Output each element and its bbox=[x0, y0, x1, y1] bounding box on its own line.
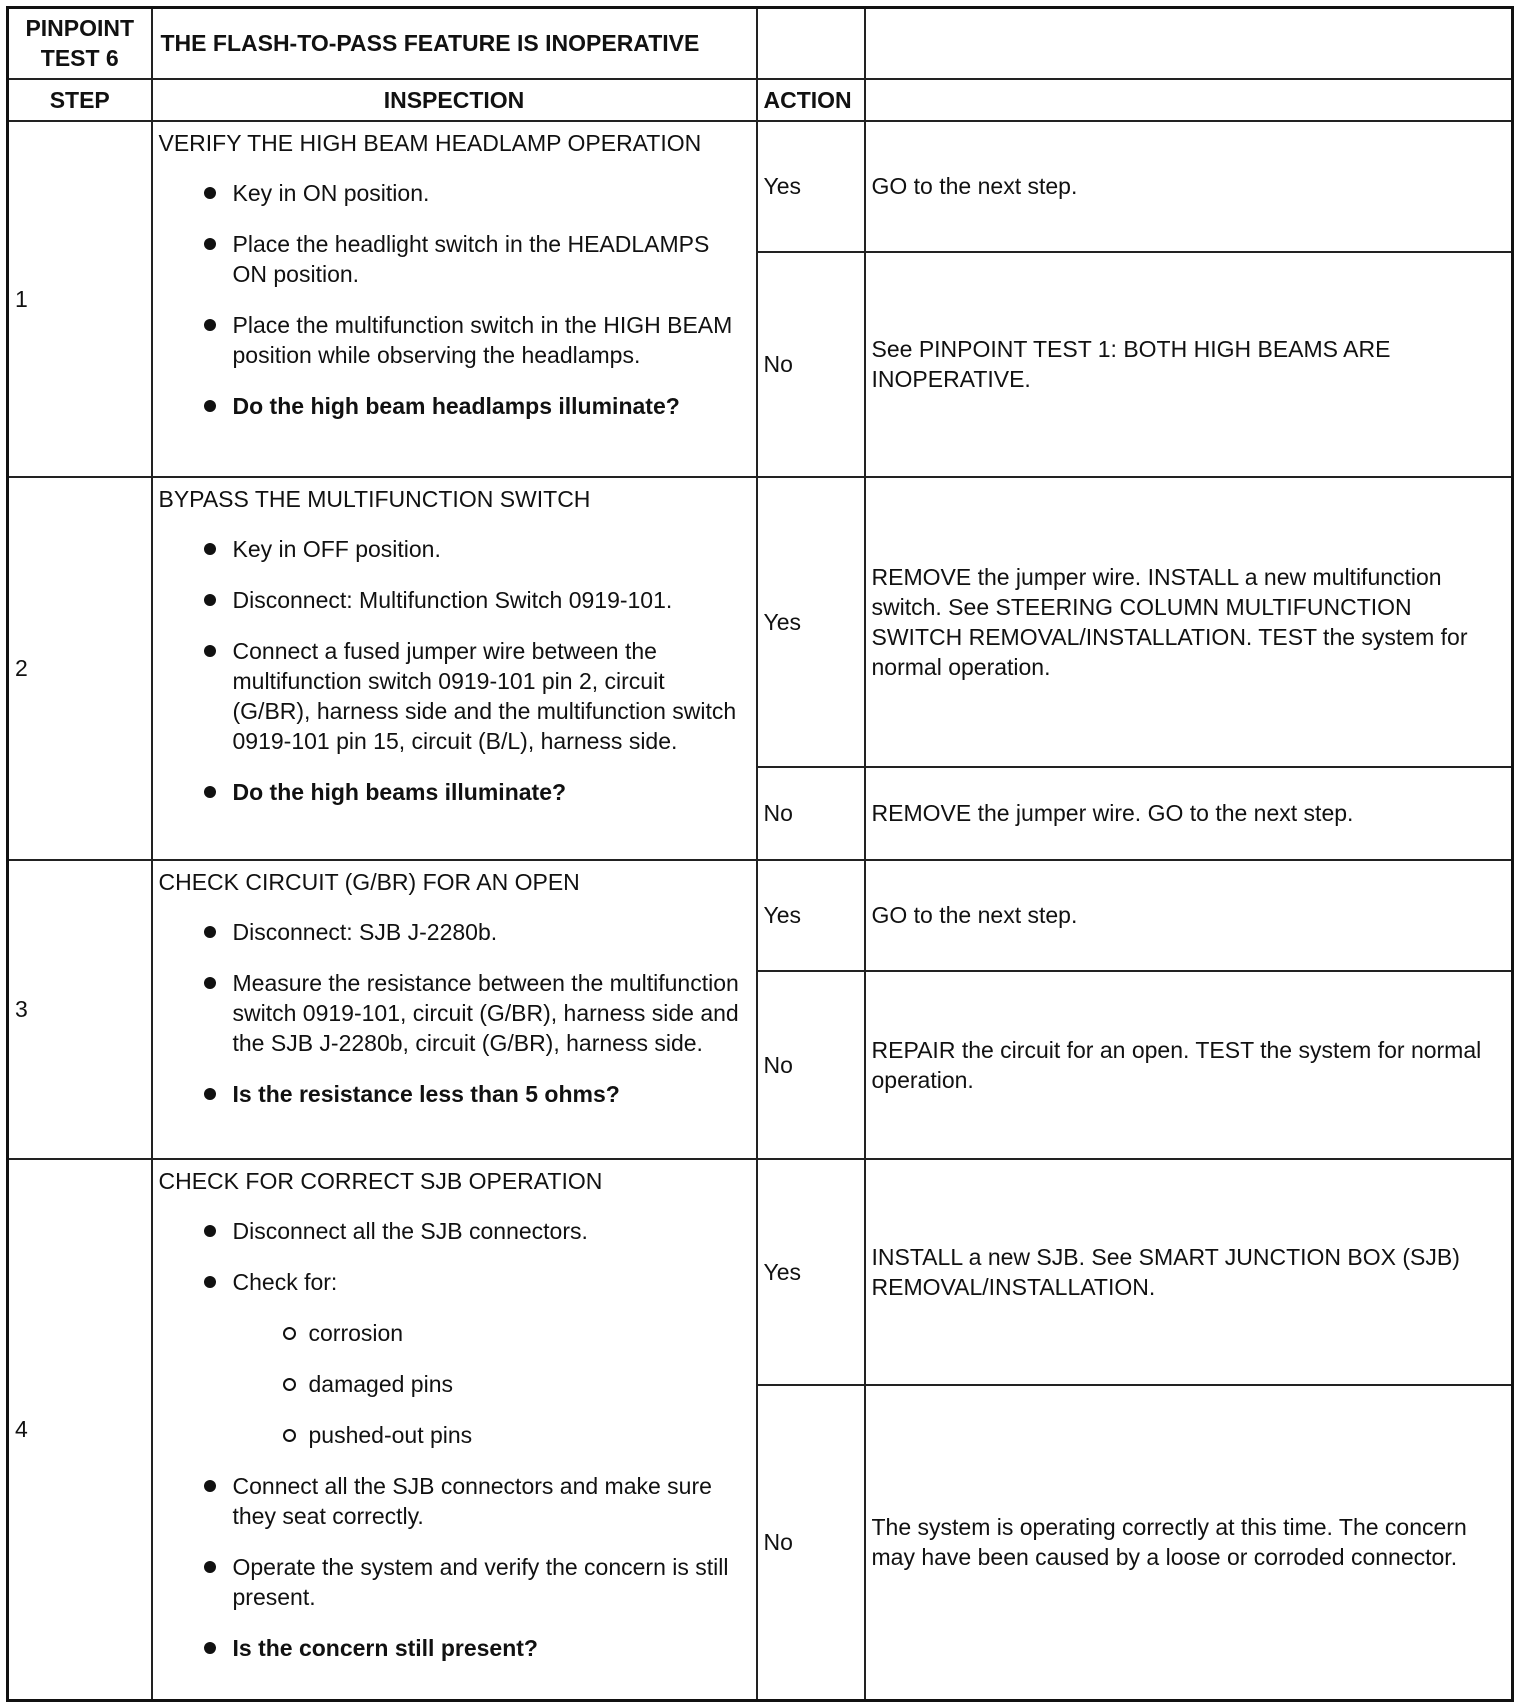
inspection-item: Key in ON position. bbox=[159, 178, 748, 208]
inspection-item: Disconnect: SJB J-2280b. bbox=[159, 917, 748, 947]
step-inspection bbox=[152, 860, 757, 1159]
action-no: See PINPOINT TEST 1: BOTH HIGH BEAMS ARE INOPERATIVE. bbox=[865, 252, 1513, 477]
inspection-subitem: pushed-out pins bbox=[159, 1420, 748, 1450]
answer-yes: Yes bbox=[757, 121, 865, 252]
pinpoint-test-table bbox=[6, 6, 1514, 1702]
answer-yes: Yes bbox=[757, 477, 865, 767]
action-no: REPAIR the circuit for an open. TEST the system for normal operation. bbox=[865, 971, 1513, 1159]
action-yes: INSTALL a new SJB. See SMART JUNCTION BOX (SJB) REMOVAL/INSTALLATION. bbox=[865, 1159, 1513, 1385]
inspection-item: Operate the system and verify the concern is still present. bbox=[159, 1552, 748, 1612]
step-heading: VERIFY THE HIGH BEAM HEADLAMP OPERATION bbox=[158, 129, 702, 156]
inspection-subitem: corrosion bbox=[159, 1318, 748, 1348]
title-empty-cell bbox=[865, 8, 1513, 79]
column-header-row bbox=[8, 79, 1513, 121]
inspection-item: Check for: bbox=[159, 1267, 748, 1297]
test-title: THE FLASH-TO-PASS FEATURE IS INOPERATIVE bbox=[152, 8, 757, 79]
action-column-header: ACTION bbox=[757, 79, 865, 121]
inspection-item: Key in OFF position. bbox=[159, 534, 748, 564]
action-yes: GO to the next step. bbox=[865, 121, 1513, 252]
step-row bbox=[8, 477, 1513, 767]
action-no: The system is operating correctly at this time. The concern may have been caused by a loose or corroded connector. bbox=[865, 1385, 1513, 1701]
step-inspection bbox=[152, 121, 757, 477]
step-heading: CHECK CIRCUIT (G/BR) FOR AN OPEN bbox=[158, 868, 580, 895]
title-row bbox=[8, 8, 1513, 79]
action-no: REMOVE the jumper wire. GO to the next step. bbox=[865, 767, 1513, 860]
inspection-question: Is the resistance less than 5 ohms? bbox=[159, 1079, 748, 1109]
inspection-question: Do the high beam headlamps illuminate? bbox=[159, 391, 748, 421]
answer-no: No bbox=[757, 767, 865, 860]
title-empty-cell bbox=[757, 8, 865, 79]
inspection-item: Measure the resistance between the multifunction switch 0919-101, circuit (G/BR), harness side and the SJB J-2280b, circuit (G/BR), harness side. bbox=[159, 968, 748, 1058]
answer-no: No bbox=[757, 1385, 865, 1701]
step-inspection bbox=[152, 1159, 757, 1701]
header-empty-cell bbox=[865, 79, 1513, 121]
inspection-item: Place the headlight switch in the HEADLAMPS ON position. bbox=[159, 229, 748, 289]
action-yes: GO to the next step. bbox=[865, 860, 1513, 971]
answer-yes: Yes bbox=[757, 860, 865, 971]
inspection-subitem: damaged pins bbox=[159, 1369, 748, 1399]
step-number: 2 bbox=[8, 477, 152, 860]
step-number: 3 bbox=[8, 860, 152, 1159]
step-row bbox=[8, 860, 1513, 971]
step-row bbox=[8, 121, 1513, 252]
action-yes: REMOVE the jumper wire. INSTALL a new multifunction switch. See STEERING COLUMN MULTIFUNCTION SWITCH REMOVAL/INSTALLATION. TEST the system for normal operation. bbox=[865, 477, 1513, 767]
step-inspection bbox=[152, 477, 757, 860]
step-number: 1 bbox=[8, 121, 152, 477]
inspection-item: Connect all the SJB connectors and make sure they seat correctly. bbox=[159, 1471, 748, 1531]
inspection-item: Disconnect: Multifunction Switch 0919-101. bbox=[159, 585, 748, 615]
inspection-item: Disconnect all the SJB connectors. bbox=[159, 1216, 748, 1246]
step-heading: CHECK FOR CORRECT SJB OPERATION bbox=[158, 1167, 603, 1194]
step-number: 4 bbox=[8, 1159, 152, 1701]
step-row bbox=[8, 1159, 1513, 1385]
answer-yes: Yes bbox=[757, 1159, 865, 1385]
inspection-question: Do the high beams illuminate? bbox=[159, 777, 748, 807]
inspection-column-header: INSPECTION bbox=[152, 79, 757, 121]
answer-no: No bbox=[757, 252, 865, 477]
inspection-item: Connect a fused jumper wire between the multifunction switch 0919-101 pin 2, circuit (G/BR), harness side and the multifunction switch 0919-101 pin 15, circuit (B/L), harness side. bbox=[159, 636, 748, 756]
inspection-question: Is the concern still present? bbox=[159, 1633, 748, 1663]
step-heading: BYPASS THE MULTIFUNCTION SWITCH bbox=[158, 485, 591, 512]
answer-no: No bbox=[757, 971, 865, 1159]
pinpoint-test-label: PINPOINT TEST 6 bbox=[8, 8, 152, 79]
inspection-item: Place the multifunction switch in the HIGH BEAM position while observing the headlamps. bbox=[159, 310, 748, 370]
step-column-header: STEP bbox=[8, 79, 152, 121]
